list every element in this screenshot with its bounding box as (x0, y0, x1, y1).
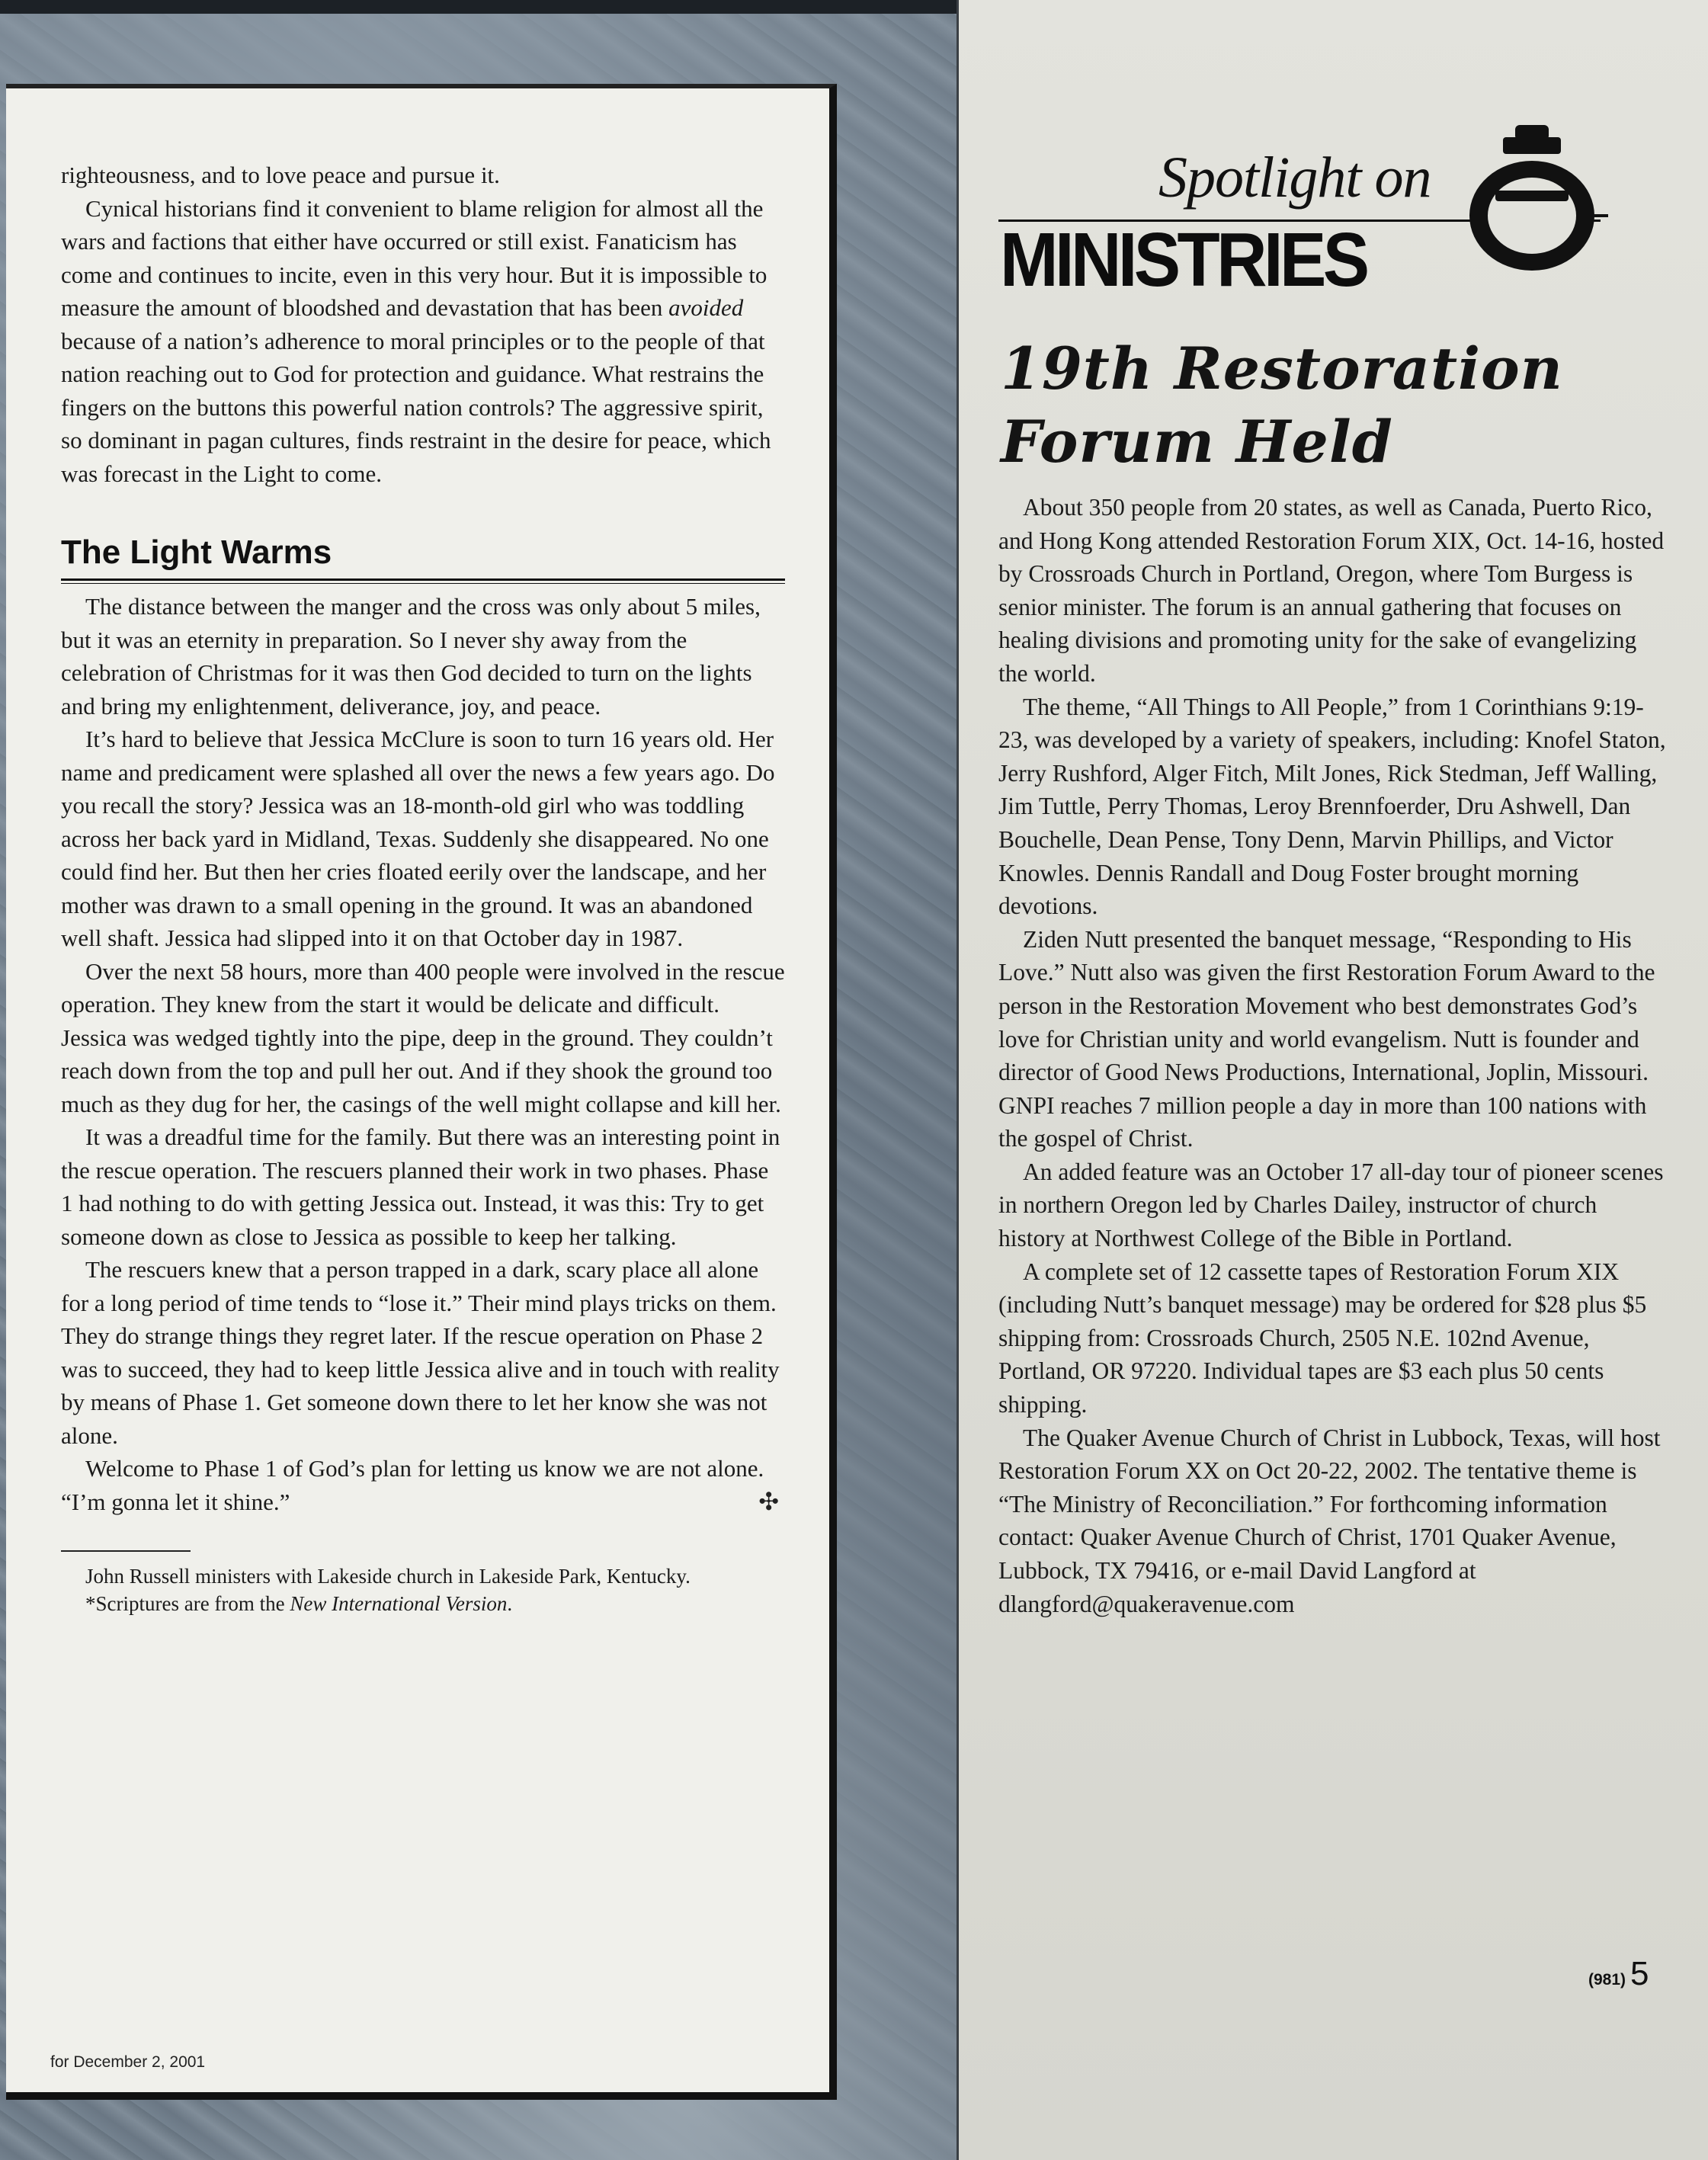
footnote-rule (61, 1550, 191, 1552)
spotlight-panel (957, 0, 1708, 2160)
left-section-paragraph-2: It’s hard to believe that Jessica McClure is soon to turn 16 years old. Her name and predicament were splashed all over the news a few years ago. Do you recall the story? Jessica was an 18-month-old girl who was toddling across her back yard in Midland, Texas. Suddenly she disappeared. No one could find her. But then her cries floated eerily over the landscape, and her mother was drawn to a small opening in the ground. It was an abandoned well shaft. Jessica had slipped into it on that October day in 1987. (61, 726, 775, 951)
end-of-article-icon: ✣ (758, 1487, 779, 1515)
page-number-issue: (981) (1588, 1971, 1626, 1989)
right-paragraph-5: A complete set of 12 cassette tapes of Restoration Forum XIX (including Nutt’s banquet message) may be ordered for $28 plus $5 shipping from: Crossroads Church, 2505 N.E. 102nd Avenue, Portland, OR 97220. Individual tapes are $3 each plus 50 cents shipping. (998, 1258, 1647, 1418)
left-section-paragraph-1: The distance between the manger and the cross was only about 5 miles, but it was an eternity in preparation. So I never shy away from the celebration of Christmas for it was then God decided to turn on the lights and bring my enlightenment, deliverance, joy, and peace. (61, 593, 761, 719)
spotlight-on-ministries-logo (998, 114, 1669, 305)
issue-date-footer: for December 2, 2001 (50, 2053, 206, 2071)
article-title-line-2: Forum Held (1001, 408, 1393, 476)
scripture-version: New International Version (290, 1592, 508, 1615)
page-number-value: 5 (1630, 1955, 1649, 1992)
page-number (1588, 1955, 1649, 1993)
right-paragraph-4: An added feature was an October 17 all-day tour of pioneer scenes in northern Oregon led by Charles Dailey, instructor of church history at Northwest College of the Bible in Portland. (998, 1158, 1664, 1252)
left-article-panel (6, 84, 837, 2100)
author-bio-footnote: John Russell ministers with Lakeside church in Lakeside Park, Kentucky. (85, 1565, 691, 1588)
emphasis-avoided: avoided (668, 294, 744, 321)
scripture-footnote-prefix: *Scriptures are from the (85, 1592, 290, 1615)
spotlight-lamp-icon (1456, 120, 1608, 280)
right-paragraph-3: Ziden Nutt presented the banquet message, “Responding to His Love.” Nutt also was given the first Restoration Forum Award to the person in the Restoration Movement who best demonstrates God’s love for Christian unity and world evangelism. Nutt is founder and director of Good News Productions, International, Joplin, Missouri. GNPI reaches 7 million people a day in more than 100 nations with the gospel of Christ. (998, 925, 1655, 1152)
logo-spotlight-text: Spotlight on (1158, 146, 1431, 210)
left-section-paragraph-6-text: Welcome to Phase 1 of God’s plan for letting us know we are not alone. “I’m gonna let it shine.” (61, 1455, 764, 1515)
left-paragraph-2 (61, 192, 785, 491)
scripture-footnote-suffix: . (507, 1592, 513, 1615)
left-section-paragraph-4: It was a dreadful time for the family. But there was an interesting point in the rescue operation. The rescuers planned their work in two phases. Phase 1 had nothing to do with getting Jessica out. Instead, it was this: Try to get someone down as close to Jessica as possible to keep her talking. (61, 1123, 780, 1250)
left-paragraph-1: righteousness, and to love peace and pursue it. (61, 162, 500, 188)
left-article-column (61, 159, 785, 1617)
left-section-paragraph-6 (61, 1452, 785, 1518)
right-paragraph-1: About 350 people from 20 states, as well as Canada, Puerto Rico, and Hong Kong attended Restoration Forum XIX, Oct. 14-16, hosted by Crossroads Church in Portland, Oregon, where Tom Burgess is senior minister. The forum is an annual gathering that focuses on healing divisions and promoting unity for the sake of evangelizing the world. (998, 494, 1665, 687)
scripture-footnote (61, 1590, 785, 1617)
section-heading: The Light Warms (61, 534, 332, 571)
right-paragraph-6: The Quaker Avenue Church of Christ in Lubbock, Texas, will host Restoration Forum XX on Oct 20-22, 2002. The tentative theme is “The Ministry of Reconciliation.” For forthcoming information contact: Quaker Avenue Church of Christ, 1701 Quaker Avenue, Lubbock, TX 79416, or e-mail David Langford at dlangford@quakeravenue.com (998, 1424, 1661, 1617)
left-section-paragraph-3: Over the next 58 hours, more than 400 people were involved in the rescue operation. They knew from the start it would be delicate and difficult. Jessica was wedged tightly into the pipe, deep in the ground. They couldn’t reach down from the top and pull her out. And if they shook the ground too much as they dug for her, the casings of the well might collapse and kill her. (61, 957, 785, 1117)
right-paragraph-2: The theme, “All Things to All People,” from 1 Corinthians 9:19-23, was developed by a variety of speakers, including: Knofel Staton, Jerry Rushford, Alger Fitch, Milt Jones, Rick Stedman, Jeff Walling, Jim Tuttle, Perry Thomas, Leroy Brennfoerder, Dru Ashwell, Dan Bouchelle, Dean Pense, Tony Denn, Marvin Phillips, and Victor Knowles. Dennis Randall and Doug Foster brought morning devotions. (998, 693, 1666, 920)
left-paragraph-2-text: Cynical historians find it convenient to blame religion for almost all the wars and factions that either have occurred or still exist. Fanaticism has come and continues to incite, even in this very hour. But it is impossible to measure the amount of bloodshed and devastation that has been avoided because of a nation’s adherence to moral principles or to the people of that nation reaching out to God for protection and guidance. What restrains the fingers on the buttons this powerful nation controls? The aggressive spirit, so dominant in pagan cultures, finds restraint in the desire for peace, which was forecast in the Light to come. (61, 194, 771, 487)
left-section-paragraph-5: The rescuers knew that a person trapped in a dark, scary place all alone for a long period of time tends to “lose it.” Their mind plays tricks on them. They do strange things they regret later. If the rescue operation on Phase 2 was to succeed, they had to keep little Jessica alive and in touch with reality by means of Phase 1. Get someone down there to let her know she was not alone. (61, 1256, 780, 1449)
section-heading-rule (61, 578, 785, 584)
top-edge-shadow (0, 0, 960, 14)
logo-ministries-text: MINISTRIES (1000, 217, 1367, 303)
article-title (1001, 332, 1671, 479)
right-article-column (998, 491, 1669, 1620)
article-title-line-1: 19th Restoration (1001, 335, 1563, 402)
